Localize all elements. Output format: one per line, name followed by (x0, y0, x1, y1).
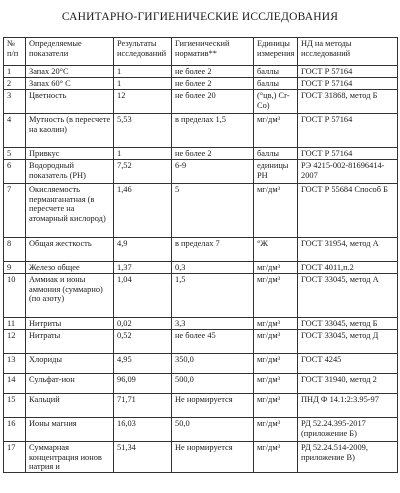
row-norm: не более 2 (172, 78, 254, 90)
header-unit: Единицы измерения (254, 38, 298, 66)
row-parameter: Аммиак и ионы аммония (суммарно) (по азоту) (26, 274, 114, 318)
table-row (4, 90, 398, 114)
row-parameter: Запах 20°C (26, 66, 114, 78)
row-result: 1,04 (114, 274, 172, 318)
row-result: 1 (114, 148, 172, 160)
row-method: ПНД Ф 14.1:2:3.95-97 (298, 394, 398, 418)
row-number: 7 (4, 184, 26, 238)
row-norm: 50,0 (172, 418, 254, 442)
row-number: 8 (4, 238, 26, 262)
table-row (4, 274, 398, 318)
row-method: ГОСТ 33045, метод Б (298, 318, 398, 330)
row-parameter: Запах 60° C (26, 78, 114, 90)
row-norm: 1,5 (172, 274, 254, 318)
row-method: ГОСТ 31940, метод 2 (298, 374, 398, 394)
table-row (4, 374, 398, 394)
row-method: ГОСТ Р 57164 (298, 66, 398, 78)
table-row (4, 78, 398, 90)
row-result: 12 (114, 90, 172, 114)
row-method: ГОСТ 31954, метод А (298, 238, 398, 262)
table-row (4, 238, 398, 262)
row-method: ГОСТ 33045, метод А (298, 274, 398, 318)
row-norm: Не нормируется (172, 442, 254, 473)
row-unit: мг/дм³ (254, 184, 298, 238)
row-parameter: Сульфат-ион (26, 374, 114, 394)
table-row (4, 318, 398, 330)
row-method: ГОСТ Р 57164 (298, 114, 398, 148)
row-unit: мг/дм³ (254, 330, 298, 354)
row-parameter: Общая жесткость (26, 238, 114, 262)
row-method: ГОСТ Р 57164 (298, 148, 398, 160)
table-row (4, 354, 398, 374)
header-parameter: Определяемые показатели (26, 38, 114, 66)
header-method: НД на методы исследований (298, 38, 398, 66)
row-method: ГОСТ 4011,п.2 (298, 262, 398, 274)
row-number: 2 (4, 78, 26, 90)
header-number: № п/п (4, 38, 26, 66)
table-row (4, 160, 398, 184)
row-result: 1,46 (114, 184, 172, 238)
row-parameter: Хлориды (26, 354, 114, 374)
results-table (3, 37, 398, 473)
row-result: 71,71 (114, 394, 172, 418)
row-number: 16 (4, 418, 26, 442)
row-unit: баллы (254, 78, 298, 90)
row-result: 96,09 (114, 374, 172, 394)
document-title: САНИТАРНО-ГИГИЕНИЧЕСКИЕ ИССЛЕДОВАНИЯ (61, 11, 339, 23)
table-row (4, 262, 398, 274)
row-unit: мг/дм³ (254, 418, 298, 442)
row-parameter: Водородный показатель (PH) (26, 160, 114, 184)
row-unit: мг/дм³ (254, 274, 298, 318)
row-method: РЭ 4215-002-81696414-2007 (298, 160, 398, 184)
row-number: 4 (4, 114, 26, 148)
row-unit: мг/дм³ (254, 114, 298, 148)
row-unit: мг/дм³ (254, 354, 298, 374)
row-method: ГОСТ 31868, метод Б (298, 90, 398, 114)
row-method: ГОСТ Р 55684 Способ Б (298, 184, 398, 238)
row-number: 17 (4, 442, 26, 473)
row-norm: в пределах 7 (172, 238, 254, 262)
row-parameter: Окисляемость перманганатная (в пересчете на атомарный кислород) (26, 184, 114, 238)
row-number: 13 (4, 354, 26, 374)
row-result: 51,34 (114, 442, 172, 473)
table-row (4, 418, 398, 442)
table-row (4, 330, 398, 354)
row-norm: 3,3 (172, 318, 254, 330)
row-parameter: Мутность (в пересчете на каолин) (26, 114, 114, 148)
row-unit: мг/дм³ (254, 442, 298, 473)
row-result: 4,9 (114, 238, 172, 262)
row-parameter: Кальций (26, 394, 114, 418)
table-header-row (4, 38, 398, 66)
table-row (4, 442, 398, 473)
row-parameter: Суммарная концентрация ионов натрия и (26, 442, 114, 473)
row-result: 1 (114, 66, 172, 78)
row-method: РД 52.24.514-2009, приложение В) (298, 442, 398, 473)
row-unit: мг/дм³ (254, 374, 298, 394)
row-norm: Не нормируется (172, 394, 254, 418)
row-norm: в пределах 1,5 (172, 114, 254, 148)
row-norm: не более 45 (172, 330, 254, 354)
row-unit: мг/дм³ (254, 262, 298, 274)
row-number: 14 (4, 374, 26, 394)
row-unit: (°цв,) Cr-Co) (254, 90, 298, 114)
table-row (4, 114, 398, 148)
row-unit: °Ж (254, 238, 298, 262)
row-norm: 0,3 (172, 262, 254, 274)
row-parameter: Ионы магния (26, 418, 114, 442)
row-result: 7,52 (114, 160, 172, 184)
row-number: 11 (4, 318, 26, 330)
row-unit: баллы (254, 66, 298, 78)
row-number: 10 (4, 274, 26, 318)
row-unit: мг/дм³ (254, 394, 298, 418)
row-norm: 500,0 (172, 374, 254, 394)
row-parameter: Нитриты (26, 318, 114, 330)
row-parameter: Привкус (26, 148, 114, 160)
row-number: 3 (4, 90, 26, 114)
row-result: 4,95 (114, 354, 172, 374)
row-result: 1 (114, 78, 172, 90)
row-method: РД 52.24.395-2017 (приложение Б) (298, 418, 398, 442)
row-method: ГОСТ 4245 (298, 354, 398, 374)
row-number: 5 (4, 148, 26, 160)
row-method: ГОСТ Р 57164 (298, 78, 398, 90)
row-number: 1 (4, 66, 26, 78)
row-parameter: Нитраты (26, 330, 114, 354)
row-result: 1,37 (114, 262, 172, 274)
row-parameter: Железо общее (26, 262, 114, 274)
row-result: 0,52 (114, 330, 172, 354)
table-row (4, 148, 398, 160)
row-number: 6 (4, 160, 26, 184)
row-unit: баллы (254, 148, 298, 160)
row-number: 15 (4, 394, 26, 418)
row-norm: 350,0 (172, 354, 254, 374)
table-row (4, 184, 398, 238)
row-result: 0,02 (114, 318, 172, 330)
row-unit: единицы PH (254, 160, 298, 184)
row-unit: мг/дм³ (254, 318, 298, 330)
row-result: 5,53 (114, 114, 172, 148)
row-norm: не более 2 (172, 148, 254, 160)
row-norm: 6-9 (172, 160, 254, 184)
row-method: ГОСТ 33045, метод Д (298, 330, 398, 354)
row-norm: 5 (172, 184, 254, 238)
header-norm: Гигиенический норматив** (172, 38, 254, 66)
row-number: 9 (4, 262, 26, 274)
row-number: 12 (4, 330, 26, 354)
row-parameter: Цветность (26, 90, 114, 114)
header-result: Результаты исследований (114, 38, 172, 66)
row-norm: не более 2 (172, 66, 254, 78)
table-row (4, 66, 398, 78)
row-result: 16,03 (114, 418, 172, 442)
table-row (4, 394, 398, 418)
row-norm: не более 20 (172, 90, 254, 114)
